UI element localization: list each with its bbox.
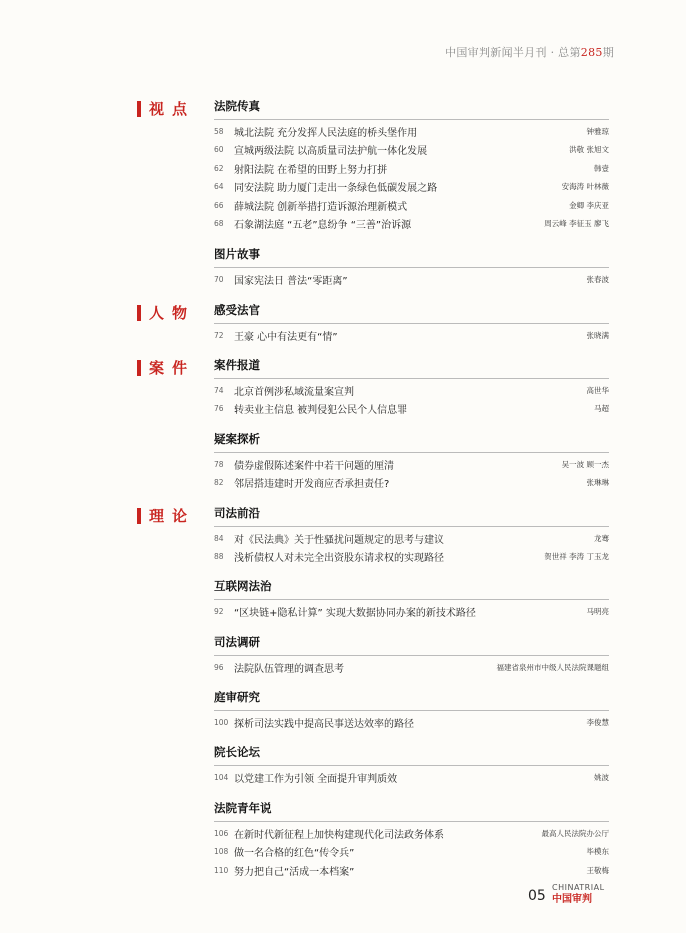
- toc-entry-author: 韩壹: [594, 163, 609, 173]
- toc-entry[interactable]: [214, 602, 609, 621]
- toc-entry-title: 石象湖法庭 “五老”息纷争 “三善”治诉源: [234, 220, 412, 232]
- toc-entry[interactable]: [214, 326, 609, 345]
- toc-entry-title: 对《民法典》关于性骚扰问题规定的思考与建议: [234, 534, 444, 546]
- brand-logo: [552, 883, 612, 905]
- group-title: 互联网法治: [214, 578, 609, 600]
- group-title: 感受法官: [214, 302, 609, 324]
- toc-group-tupiangushi: [214, 246, 609, 289]
- toc-page-number: 58: [214, 126, 224, 136]
- toc-group-tingshenyanjiu: [214, 689, 609, 732]
- toc-entry[interactable]: [214, 141, 609, 160]
- toc-entry-title: 同安法院 助力厦门走出一条绿色低碳发展之路: [234, 183, 438, 195]
- toc-group-fayuanchuanzhen: [214, 98, 609, 233]
- toc-entry[interactable]: [214, 400, 609, 419]
- group-title: 疑案探析: [214, 431, 609, 453]
- toc-entry-author: 毕模东: [586, 847, 609, 857]
- toc-group-ganshoufaguan: [214, 302, 609, 345]
- toc-entry[interactable]: [214, 768, 609, 787]
- masthead-suffix: 期: [602, 46, 614, 59]
- toc-page-number: 100: [214, 717, 229, 727]
- brand-cn: 中国审判: [552, 894, 592, 905]
- masthead-text: 中国审判新闻半月刊 · 总第: [445, 46, 581, 59]
- toc-entry-title: 城北法院 充分发挥人民法庭的桥头堡作用: [234, 127, 418, 139]
- masthead: [445, 44, 614, 60]
- toc-page-number: 74: [214, 385, 224, 395]
- toc-entry-author: 马明亮: [586, 606, 609, 616]
- toc-entry-author: 姚波: [594, 772, 609, 782]
- toc-entry[interactable]: [214, 843, 609, 862]
- toc-entry-author: 张琳琳: [586, 478, 609, 488]
- toc-entry-author: 周云峰 李征玉 廖飞: [544, 219, 609, 229]
- toc-entry[interactable]: [214, 713, 609, 732]
- toc-entry[interactable]: [214, 474, 609, 493]
- toc-page-number: 60: [214, 145, 224, 155]
- toc-entry-title: 射阳法院 在希望的田野上努力打拼: [234, 164, 388, 176]
- toc-entry[interactable]: [214, 122, 609, 141]
- toc-group-yiantanxi: [214, 431, 609, 492]
- toc-entry[interactable]: [214, 270, 609, 289]
- toc-entry[interactable]: [214, 548, 609, 567]
- toc-entry-title: 宣城两级法院 以高质量司法护航一体化发展: [234, 146, 428, 158]
- section-label: 人物: [149, 304, 196, 322]
- toc-group-fayuanqingnianshuo: [214, 800, 609, 880]
- issue-number: 285: [580, 46, 603, 59]
- page-number: 05: [528, 888, 546, 904]
- group-title: 法院青年说: [214, 800, 609, 822]
- toc-entry-author: 吴一波 顾一杰: [561, 459, 609, 469]
- toc-entry[interactable]: [214, 529, 609, 548]
- section-renwu: [137, 302, 195, 323]
- toc-page-number: 66: [214, 200, 224, 210]
- toc-entry-title: 做一名合格的红色“传令兵”: [234, 848, 355, 860]
- group-title: 案件报道: [214, 357, 609, 379]
- toc-entry-title: “区块链+隐私计算” 实现大数据协同办案的新技术路径: [234, 607, 476, 619]
- toc-entry[interactable]: [214, 658, 609, 677]
- toc-page-number: 62: [214, 163, 224, 173]
- group-title: 院长论坛: [214, 744, 609, 766]
- toc-page-number: 104: [214, 772, 229, 782]
- toc-group-anjianbaodao: [214, 357, 609, 418]
- toc-entry-author: 福建省泉州市中级人民法院课题组: [496, 662, 609, 672]
- toc-page-number: 78: [214, 459, 224, 469]
- group-title: 庭审研究: [214, 689, 609, 711]
- toc-entry-author: 金卿 李庆亚: [569, 200, 609, 210]
- toc-entry-title: 浅析债权人对未完全出资股东请求权的实现路径: [234, 553, 444, 565]
- toc-entry-title: 转卖业主信息 被判侵犯公民个人信息罪: [234, 405, 408, 417]
- toc-entry-title: 国家宪法日 普法“零距离”: [234, 275, 348, 287]
- toc-page-number: 82: [214, 478, 224, 488]
- toc-group-yuanzhangluntan: [214, 744, 609, 787]
- toc-entry-title: 探析司法实践中提高民事送达效率的路径: [234, 718, 414, 730]
- toc-group-sifadiaoyan: [214, 634, 609, 677]
- toc-entry-author: 张春波: [586, 274, 609, 284]
- toc-page-number: 84: [214, 533, 224, 543]
- toc-entry-title: 北京首例涉私域流量案宣判: [234, 386, 354, 398]
- toc-entry-title: 债券虚假陈述案件中若干问题的厘清: [234, 460, 394, 472]
- toc-entry[interactable]: [214, 824, 609, 843]
- toc-entry-author: 高世华: [586, 385, 609, 395]
- toc-page-number: 108: [214, 847, 229, 857]
- toc-entry-title: 王豪 心中有法更有“情”: [234, 331, 338, 343]
- toc-entry[interactable]: [214, 861, 609, 880]
- group-title: 法院传真: [214, 98, 609, 120]
- toc-entry[interactable]: [214, 159, 609, 178]
- toc-page-number: 76: [214, 404, 224, 414]
- toc-entry-author: 钟雅琼: [586, 126, 609, 136]
- toc-page-number: 88: [214, 552, 224, 562]
- toc-group-sifaqianyan: [214, 505, 609, 566]
- section-marker: [137, 101, 141, 117]
- section-anjian: [137, 357, 195, 378]
- toc-entry-title: 法院队伍管理的调查思考: [234, 663, 344, 675]
- toc-entry-author: 龙骞: [594, 533, 609, 543]
- section-label: 理论: [149, 507, 196, 525]
- section-marker: [137, 508, 141, 524]
- toc-entry-author: 李俊慧: [586, 717, 609, 727]
- toc-entry-author: 张晓满: [586, 330, 609, 340]
- toc-entry[interactable]: [214, 215, 609, 234]
- toc-page-number: 64: [214, 182, 224, 192]
- section-label: 视点: [149, 100, 196, 118]
- toc-entry-title: 在新时代新征程上加快构建现代化司法政务体系: [234, 829, 444, 841]
- toc-entry-author: 王敬梅: [586, 865, 609, 875]
- toc-page-number: 96: [214, 662, 224, 672]
- toc-entry-author: 洪敬 张旭文: [569, 145, 609, 155]
- toc-page-number: 106: [214, 828, 229, 838]
- toc-entry[interactable]: [214, 381, 609, 400]
- group-title: 图片故事: [214, 246, 609, 268]
- toc-page-number: 68: [214, 219, 224, 229]
- toc-entry[interactable]: [214, 455, 609, 474]
- toc-entry-author: 贺世祥 李涛 丁玉龙: [544, 552, 609, 562]
- toc-group-hulianwangfazhi: [214, 578, 609, 621]
- toc-entry-title: 薛城法院 创新举措打造诉源治理新模式: [234, 201, 408, 213]
- toc-entry-title: 以党建工作为引领 全面提升审判质效: [234, 773, 398, 785]
- group-title: 司法调研: [214, 634, 609, 656]
- section-marker: [137, 360, 141, 376]
- toc-entry-author: 马超: [594, 404, 609, 414]
- section-lilun: [137, 505, 195, 526]
- toc-page-number: 92: [214, 606, 224, 616]
- section-label: 案件: [149, 359, 196, 377]
- toc-entry-author: 安海涛 叶林薇: [561, 182, 609, 192]
- toc-page-number: 72: [214, 330, 224, 340]
- toc-page-number: 70: [214, 274, 224, 284]
- toc-entry-title: 努力把自己“活成一本档案”: [234, 866, 355, 878]
- toc-entry-title: 邻居搭违建时开发商应否承担责任?: [234, 479, 390, 491]
- group-title: 司法前沿: [214, 505, 609, 527]
- brand-en: CHINATRIAL: [552, 883, 605, 892]
- section-marker: [137, 305, 141, 321]
- section-shidian: [137, 98, 195, 119]
- toc-page-number: 110: [214, 865, 229, 875]
- toc-entry-author: 最高人民法院办公厅: [541, 828, 609, 838]
- toc-entry[interactable]: [214, 178, 609, 197]
- toc-entry[interactable]: [214, 196, 609, 215]
